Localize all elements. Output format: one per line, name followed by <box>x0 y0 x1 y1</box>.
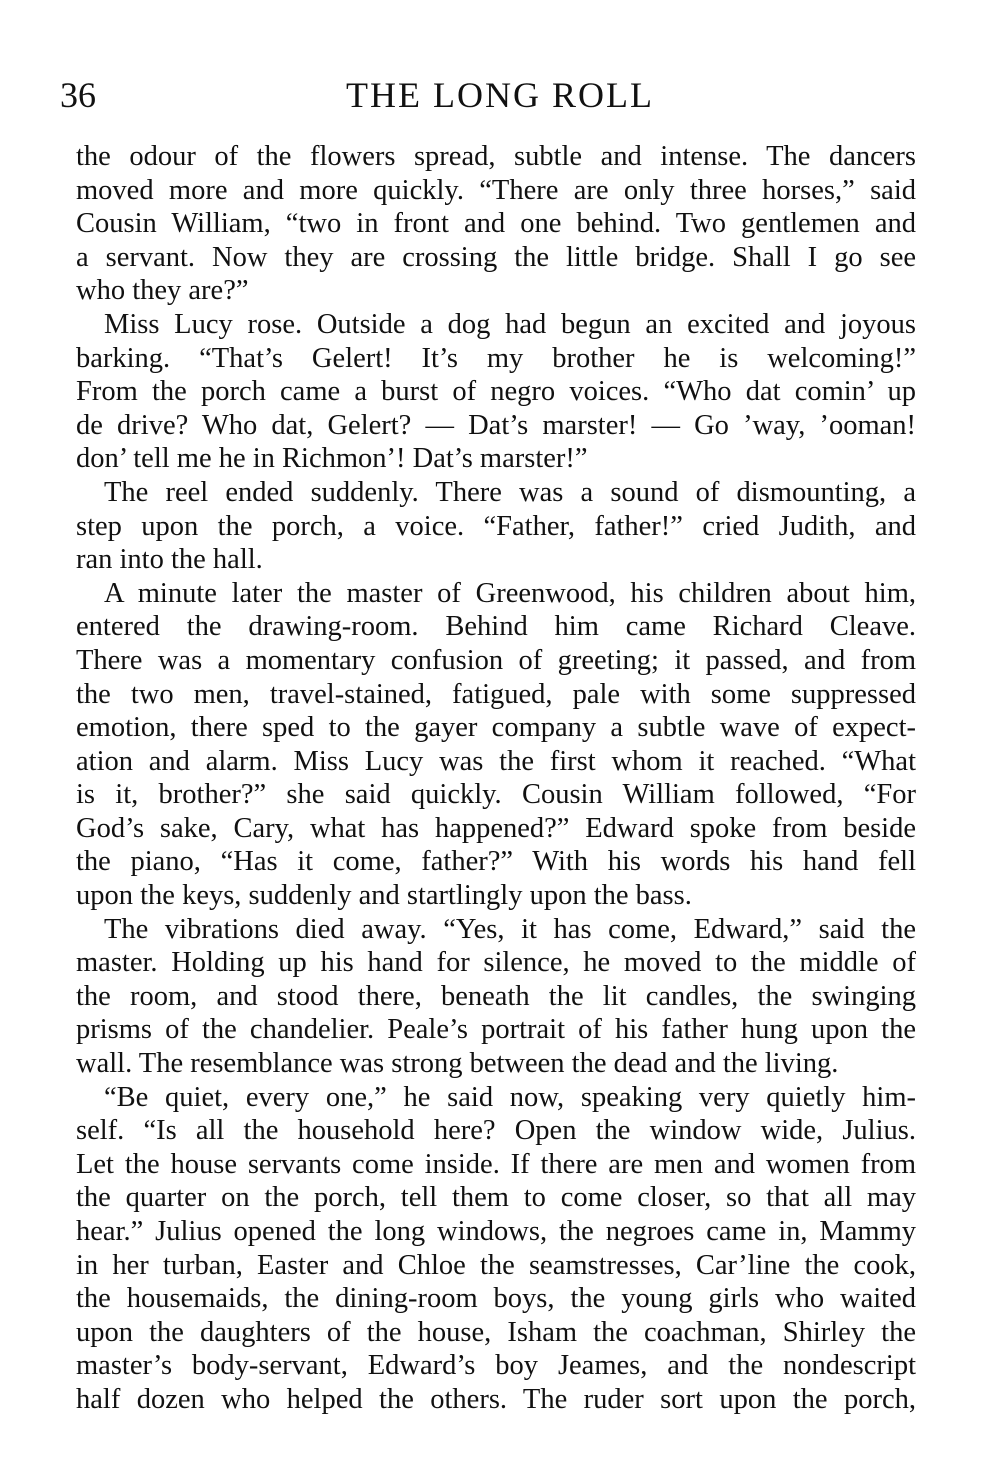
text-line: master’s body-servant, Edward’s boy Jeames, and the nondescript <box>76 1350 916 1382</box>
running-title: THE LONG ROLL <box>346 75 654 115</box>
text-line: barking. “That’s Gelert! It’s my brother he is welcoming!” <box>76 342 916 374</box>
text-line: step upon the porch, a voice. “Father, father!” cried Judith, and <box>76 510 916 542</box>
text-line: Cousin William, “two in front and one behind. Two gentlemen and <box>76 208 916 240</box>
text-line: wall. The resemblance was strong between the dead and the living. <box>76 1048 839 1080</box>
paragraph <box>76 577 916 913</box>
text-line: who they are?” <box>76 275 249 307</box>
text-line: From the porch came a burst of negro voices. “Who dat comin’ up <box>76 376 916 408</box>
text-line: moved more and more quickly. “There are only three horses,” said <box>76 174 916 206</box>
text-line: upon the keys, suddenly and startlingly upon the bass. <box>76 880 692 912</box>
text-line: “Be quiet, every one,” he said now, speaking very quietly him- <box>104 1081 916 1113</box>
text-line: There was a momentary confusion of greeting; it passed, and from <box>76 644 916 676</box>
text-line: hear.” Julius opened the long windows, the negroes came in, Mammy <box>76 1216 916 1247</box>
text-line: Let the house servants come inside. If there are men and women from <box>76 1148 916 1180</box>
text-line: the two men, travel-stained, fatigued, pale with some suppressed <box>76 678 916 710</box>
text-line: The vibrations died away. “Yes, it has come, Edward,” said the <box>104 913 916 945</box>
text-line: the odour of the flowers spread, subtle and intense. The dancers <box>76 141 916 172</box>
text-line: emotion, there sped to the gayer company a subtle wave of expect- <box>76 712 916 744</box>
paragraph <box>76 308 916 476</box>
text-line: the quarter on the porch, tell them to come closer, so that all may <box>76 1182 916 1214</box>
paragraph <box>76 1081 916 1417</box>
text-line: self. “Is all the household here? Open the window wide, Julius. <box>76 1115 916 1147</box>
text-line: in her turban, Easter and Chloe the seamstresses, Car’line the cook, <box>76 1249 916 1281</box>
text-line: half dozen who helped the others. The ruder sort upon the porch, <box>76 1383 916 1415</box>
paragraph <box>76 140 916 308</box>
text-line: the housemaids, the dining-room boys, the young girls who waited <box>76 1283 916 1315</box>
page-header <box>60 70 940 120</box>
text-line: A minute later the master of Greenwood, his children about him, <box>104 577 916 609</box>
text-line: Miss Lucy rose. Outside a dog had begun an excited and joyous <box>104 308 916 340</box>
page-number: 36 <box>60 75 96 115</box>
paragraph <box>76 476 916 577</box>
text-line: the room, and stood there, beneath the lit candles, the swinging <box>76 980 916 1012</box>
text-line: don’ tell me he in Richmon’! Dat’s marster!” <box>76 443 588 475</box>
text-line: upon the daughters of the house, Isham the coachman, Shirley the <box>76 1316 916 1348</box>
text-line: a servant. Now they are crossing the little bridge. Shall I go see <box>76 241 916 273</box>
text-line: the piano, “Has it come, father?” With his words his hand fell <box>76 846 916 878</box>
text-line: God’s sake, Cary, what has happened?” Edward spoke from beside <box>76 812 916 844</box>
text-line: entered the drawing-room. Behind him came Richard Cleave. <box>76 611 916 643</box>
text-line: ran into the hall. <box>76 544 263 576</box>
text-line: ation and alarm. Miss Lucy was the first whom it reached. “What <box>76 745 916 777</box>
text-line: is it, brother?” she said quickly. Cousin William followed, “For <box>76 779 916 811</box>
text-line: de drive? Who dat, Gelert? — Dat’s marster! — Go ’way, ’ooman! <box>76 409 916 441</box>
paragraph <box>76 913 916 1081</box>
text-line: The reel ended suddenly. There was a sound of dismounting, a <box>104 476 916 508</box>
text-line: prisms of the chandelier. Peale’s portrait of his father hung upon the <box>76 1014 916 1046</box>
body-text <box>76 140 916 1417</box>
text-line: master. Holding up his hand for silence, he moved to the middle of <box>76 947 916 979</box>
